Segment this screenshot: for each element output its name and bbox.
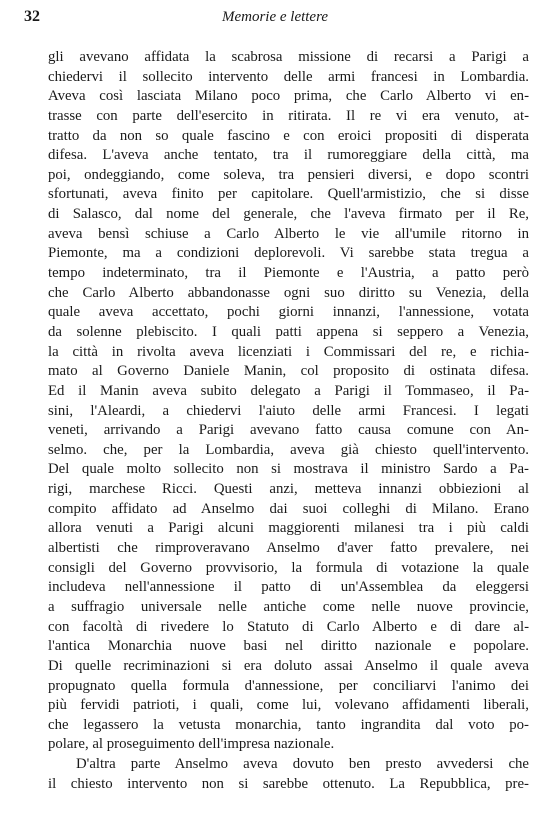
text-line: selmo. che, per la Lombardia, aveva già chiesto quell'intervento. [48,441,529,458]
text-line: da solenne plebiscito. I quali patti appena si seppero a Venezia, [48,323,529,340]
text-line: trasse con parte dell'esercito in ritirata. Il re vi era venuto, at- [48,107,529,124]
text-line: propugnato quella formula d'annessione, per conciliarvi l'animo dei [48,677,529,694]
text-line: che legassero la vetusta monarchia, tanto ingrandita dal voto po- [48,716,529,733]
text-line: chiedervi il sollecito intervento delle armi francesi in Lombardia. [48,68,529,85]
text-line: aveva bensì schiuse a Carlo Alberto le vie all'umile ritorno in [48,225,529,242]
text-line: più fervidi patrioti, i quali, come lui, volevano affidamenti liberali, [48,697,529,714]
text-line: mato al Governo Daniele Manin, col proposito di ostinata difesa. [48,363,529,380]
page-header [24,8,526,30]
text-line: tratto da non so quale fascino e con eroici propositi di disperata [48,127,529,144]
text-line-paragraph-end: polare, al proseguimento dell'impresa nazionale. [48,736,335,753]
text-line: poi, ondeggiando, come soleva, tra pensieri diversi, e dopo scontri [48,166,529,183]
text-line: sini, l'Aleardi, a chiedervi l'aiuto delle armi Francesi. I legati [48,402,529,419]
text-line: veneti, arrivando a Parigi avevano fatto causa comune con An- [48,422,529,439]
text-line-paragraph-start: D'altra parte Anselmo aveva dovuto ben presto avvedersi che [76,756,529,773]
text-line: sfortunati, aveva finito per capitolare. Quell'armistizio, che si disse [48,186,529,203]
text-line: consigli del Governo provvisorio, la formula di votazione la quale [48,559,529,576]
body-text [48,48,529,794]
text-line: che Carlo Alberto abbandonasse ogni suo diritto su Venezia, della [48,284,529,301]
text-line: Ed il Manin aveva subito delegato a Parigi il Tommaseo, il Pa- [48,382,529,399]
text-line: tempo indeterminato, tra il Piemonte e l'Austria, a patto però [48,265,529,282]
text-line: Del quale molto sollecito non si mostrava il ministro Sardo a Pa- [48,461,529,478]
running-head: Memorie e lettere [221,9,329,25]
text-line: il chiesto intervento non si sarebbe ottenuto. La Repubblica, pre- [48,775,529,792]
text-line: rigi, marchese Ricci. Questi anzi, metteva innanzi obbiezioni al [48,481,529,498]
text-line: con facoltà di rivedere lo Statuto di Carlo Alberto e di dare al- [48,618,529,635]
text-line: a suffragio universale nelle antiche come nelle nuove provincie, [48,598,529,615]
text-line: quale aveva accettato, pochi giorni innanzi, l'annessione, votata [48,304,529,321]
text-line: la città in rivolta aveva licenziati i Commissari del re, e richia- [48,343,529,360]
text-line: includeva nell'annessione il patto di un'Assemblea da eleggersi [48,579,529,596]
text-line: difesa. L'aveva anche tentato, tra il rumoreggiare della città, ma [48,147,529,164]
page-number: 32 [24,8,40,25]
text-line: albertisti che rimproveravano Anselmo d'aver fatto prevalere, nei [48,540,529,557]
text-line: Di quelle recriminazioni si era doluto assai Anselmo il quale aveva [48,657,529,674]
text-line: gli avevano affidata la scabrosa missione di recarsi a Parigi a [48,49,529,65]
text-line: Aveva così lasciata Milano poco prima, che Carlo Alberto vi en- [48,88,529,105]
text-line: di Salasco, dal nome del generale, che l'aveva firmato per il Re, [48,206,529,223]
text-line: compito affidato ad Anselmo dai suoi colleghi di Milano. Erano [48,500,529,517]
text-line: l'antica Monarchia nuove basi nel diritto nazionale e popolare. [48,638,529,655]
text-line: Piemonte, ma a condizioni deplorevoli. Vi sarebbe stata tregua a [48,245,529,262]
text-line: allora venuti a Parigi alcuni maggiorenti milanesi tra i più caldi [48,520,529,537]
